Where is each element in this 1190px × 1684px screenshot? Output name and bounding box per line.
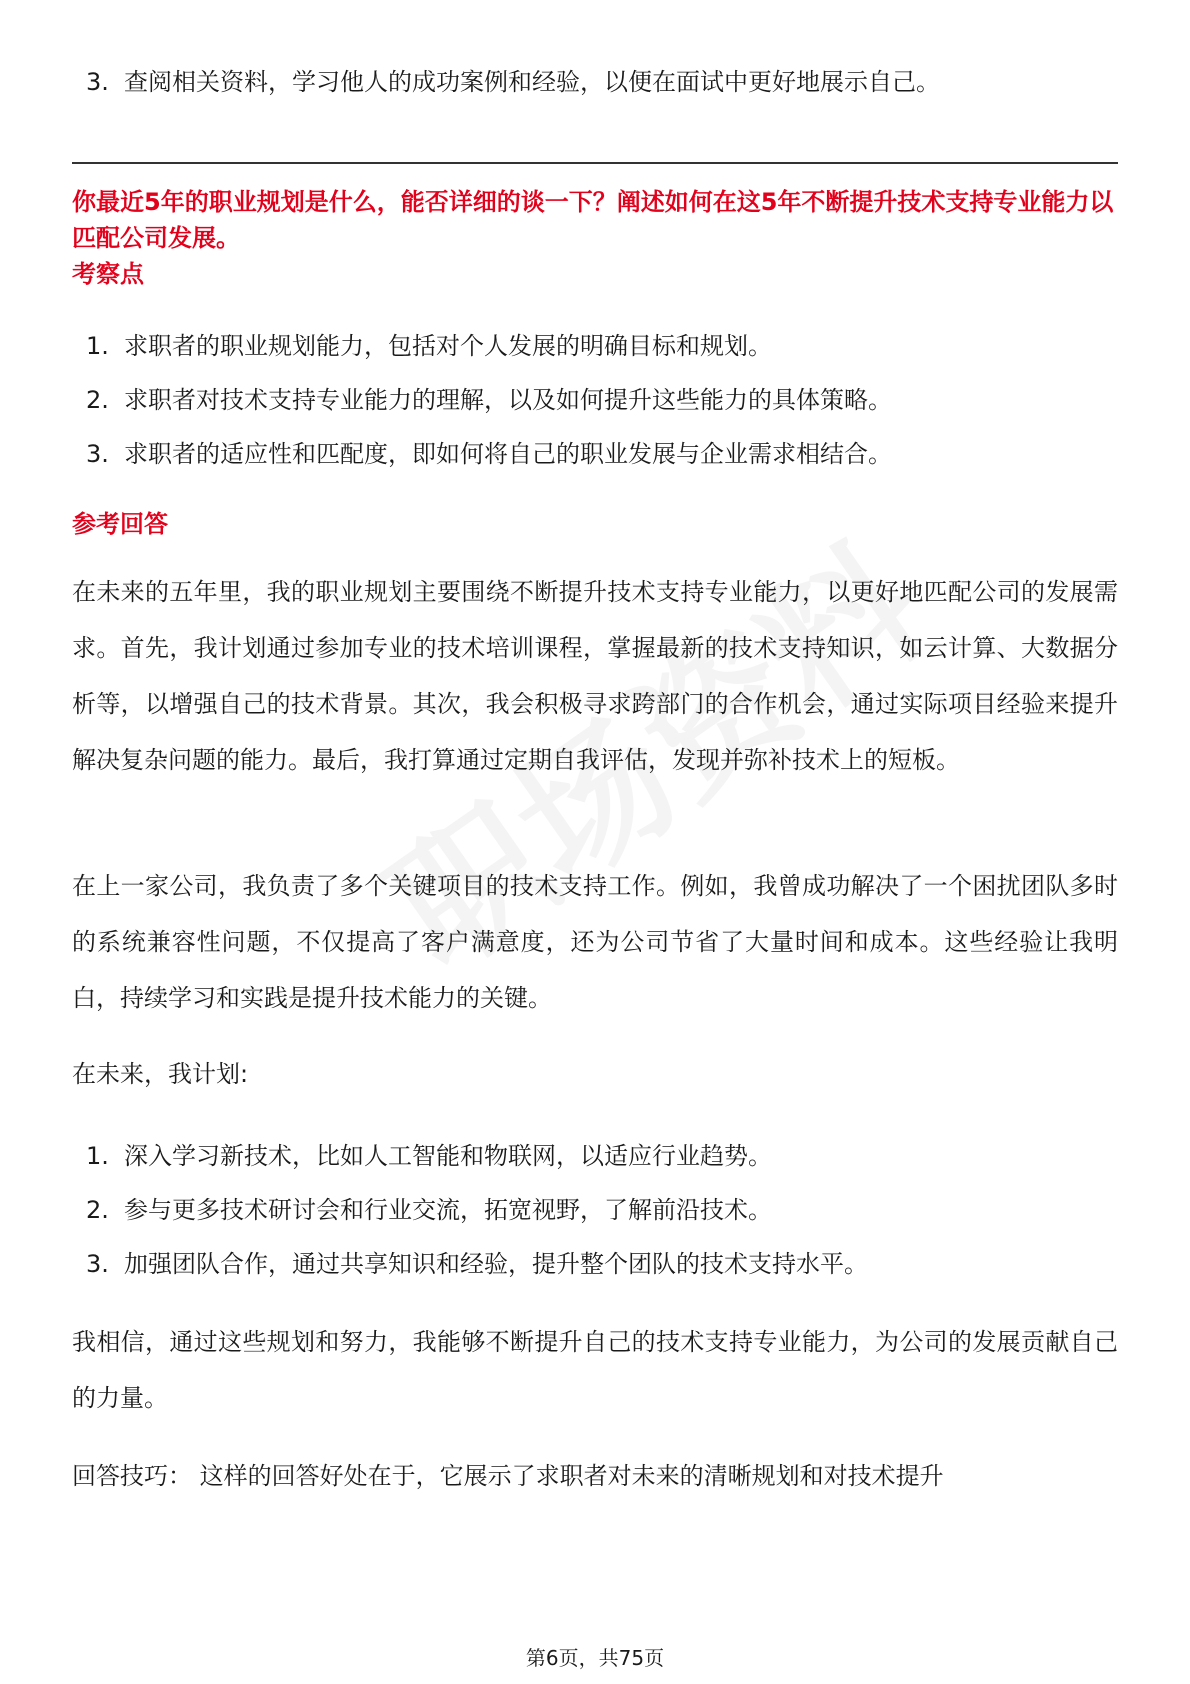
list-number: 2.: [86, 1196, 109, 1224]
list-text: 求职者对技术支持专业能力的理解，以及如何提升这些能力的具体策略。: [124, 386, 892, 414]
previous-list: [72, 64, 940, 100]
answer-tips: 回答技巧： 这样的回答好处在于，它展示了求职者对未来的清晰规划和对技术提升: [72, 1462, 944, 1490]
kaochadian-list: [72, 328, 892, 490]
divider: [72, 162, 1118, 164]
answer-paragraph-3: 在未来，我计划:: [72, 1060, 249, 1088]
page-footer: 第6页，共75页: [525, 1646, 665, 1670]
list-number: 2.: [86, 386, 109, 414]
list-text: 求职者的职业规划能力，包括对个人发展的明确目标和规划。: [124, 332, 772, 360]
list-number: 3.: [86, 1250, 109, 1278]
list-text: 求职者的适应性和匹配度，即如何将自己的职业发展与企业需求相结合。: [124, 440, 892, 468]
list-number: 1.: [86, 1142, 109, 1170]
list-text: 参与更多技术研讨会和行业交流，拓宽视野，了解前沿技术。: [124, 1196, 772, 1224]
section-title-kaochadian: 考察点: [72, 260, 144, 288]
list-number: 1.: [86, 332, 109, 360]
list-number: 3.: [86, 68, 109, 96]
list-item: [72, 436, 892, 472]
document-page: [72, 0, 1118, 1684]
list-item: [72, 328, 892, 364]
list-item: [72, 1138, 868, 1174]
list-number: 3.: [86, 440, 109, 468]
section-title-answer: 参考回答: [72, 510, 168, 538]
list-text: 查阅相关资料，学习他人的成功案例和经验，以便在面试中更好地展示自己。: [124, 68, 940, 96]
list-item: [72, 64, 940, 100]
answer-paragraph-4: 我相信，通过这些规划和努力，我能够不断提升自己的技术支持专业能力，为公司的发展贡献自己的力量。: [72, 1328, 1118, 1412]
list-item: [72, 382, 892, 418]
list-text: 加强团队合作，通过共享知识和经验，提升整个团队的技术支持水平。: [124, 1250, 868, 1278]
plan-list: [72, 1138, 868, 1300]
list-item: [72, 1246, 868, 1282]
question-heading: 你最近5年的职业规划是什么，能否详细的谈一下？阐述如何在这5年不断提升技术支持专业能力以匹配公司发展。: [72, 188, 1114, 252]
answer-paragraph-1: 在未来的五年里，我的职业规划主要围绕不断提升技术支持专业能力，以更好地匹配公司的发展需求。首先，我计划通过参加专业的技术培训课程，掌握最新的技术支持知识，如云计算、大数据分析等，以增强自己的技术背景。其次，我会积极寻求跨部门的合作机会，通过实际项目经验来提升解决复杂问题的能力。最后，我打算通过定期自我评估，发现并弥补技术上的短板。: [72, 578, 1118, 774]
answer-paragraph-2: 在上一家公司，我负责了多个关键项目的技术支持工作。例如，我曾成功解决了一个困扰团队多时的系统兼容性问题，不仅提高了客户满意度，还为公司节省了大量时间和成本。这些经验让我明白，持续学习和实践是提升技术能力的关键。: [72, 872, 1118, 1012]
list-item: [72, 1192, 868, 1228]
list-text: 深入学习新技术，比如人工智能和物联网，以适应行业趋势。: [124, 1142, 772, 1170]
